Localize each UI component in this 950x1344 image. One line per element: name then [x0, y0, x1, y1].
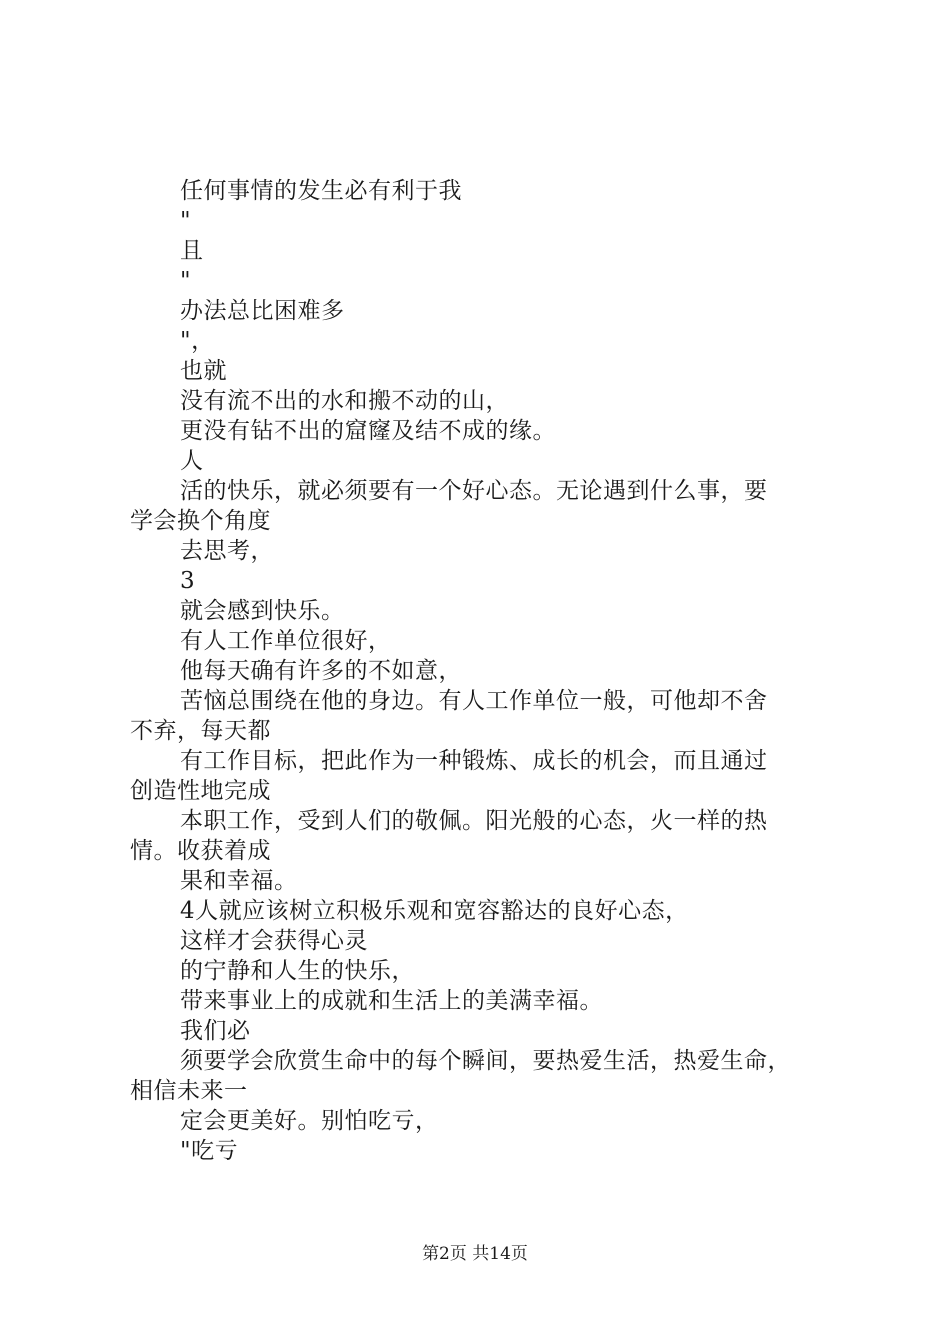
text-line: 3	[180, 568, 196, 594]
text-line: "，	[180, 328, 215, 354]
text-line: 的宁静和人生的快乐，	[180, 958, 415, 984]
text-line: 有工作目标，把此作为一种锻炼、成长的机会，而且通过	[180, 748, 768, 774]
text-line: 4人就应该树立积极乐观和宽容豁达的良好心态，	[180, 898, 689, 924]
text-line: 创造性地完成	[130, 778, 271, 804]
text-line: 这样才会获得心灵	[180, 928, 368, 954]
text-line: 就会感到快乐。	[180, 598, 345, 624]
text-line: 带来事业上的成就和生活上的美满幸福。	[180, 988, 603, 1014]
page-footer: 第2页 共14页	[422, 1244, 528, 1264]
text-line: 办法总比困难多	[180, 298, 345, 324]
text-line: 没有流不出的水和搬不动的山，	[180, 388, 509, 414]
text-line: 他每天确有许多的不如意，	[180, 658, 462, 684]
text-line: "	[180, 208, 192, 234]
text-line: 情。收获着成	[130, 838, 271, 864]
text-line: 且	[180, 238, 204, 264]
text-line: "	[180, 268, 192, 294]
text-line: 任何事情的发生必有利于我	[180, 178, 462, 204]
text-line: "吃亏	[180, 1138, 239, 1164]
text-line: 须要学会欣赏生命中的每个瞬间，要热爱生活，热爱生命，	[180, 1048, 791, 1074]
text-line: 苦恼总围绕在他的身边。有人工作单位一般，可他却不舍	[180, 688, 768, 714]
text-line: 也就	[180, 358, 227, 384]
text-line: 人	[180, 448, 204, 474]
text-line: 相信未来一	[130, 1078, 248, 1104]
text-line: 不弃，每天都	[130, 718, 271, 744]
text-line: 定会更美好。别怕吃亏，	[180, 1108, 439, 1134]
text-line: 更没有钻不出的窟窿及结不成的缘。	[180, 418, 556, 444]
text-line: 本职工作，受到人们的敬佩。阳光般的心态，火一样的热	[180, 808, 768, 834]
text-line: 学会换个角度	[130, 508, 271, 534]
text-line: 去思考，	[180, 538, 274, 564]
document-body	[130, 176, 835, 1166]
text-line: 有人工作单位很好，	[180, 628, 392, 654]
text-line: 我们必	[180, 1018, 251, 1044]
text-line: 活的快乐，就必须要有一个好心态。无论遇到什么事，要	[180, 478, 768, 504]
text-line: 果和幸福。	[180, 868, 298, 894]
